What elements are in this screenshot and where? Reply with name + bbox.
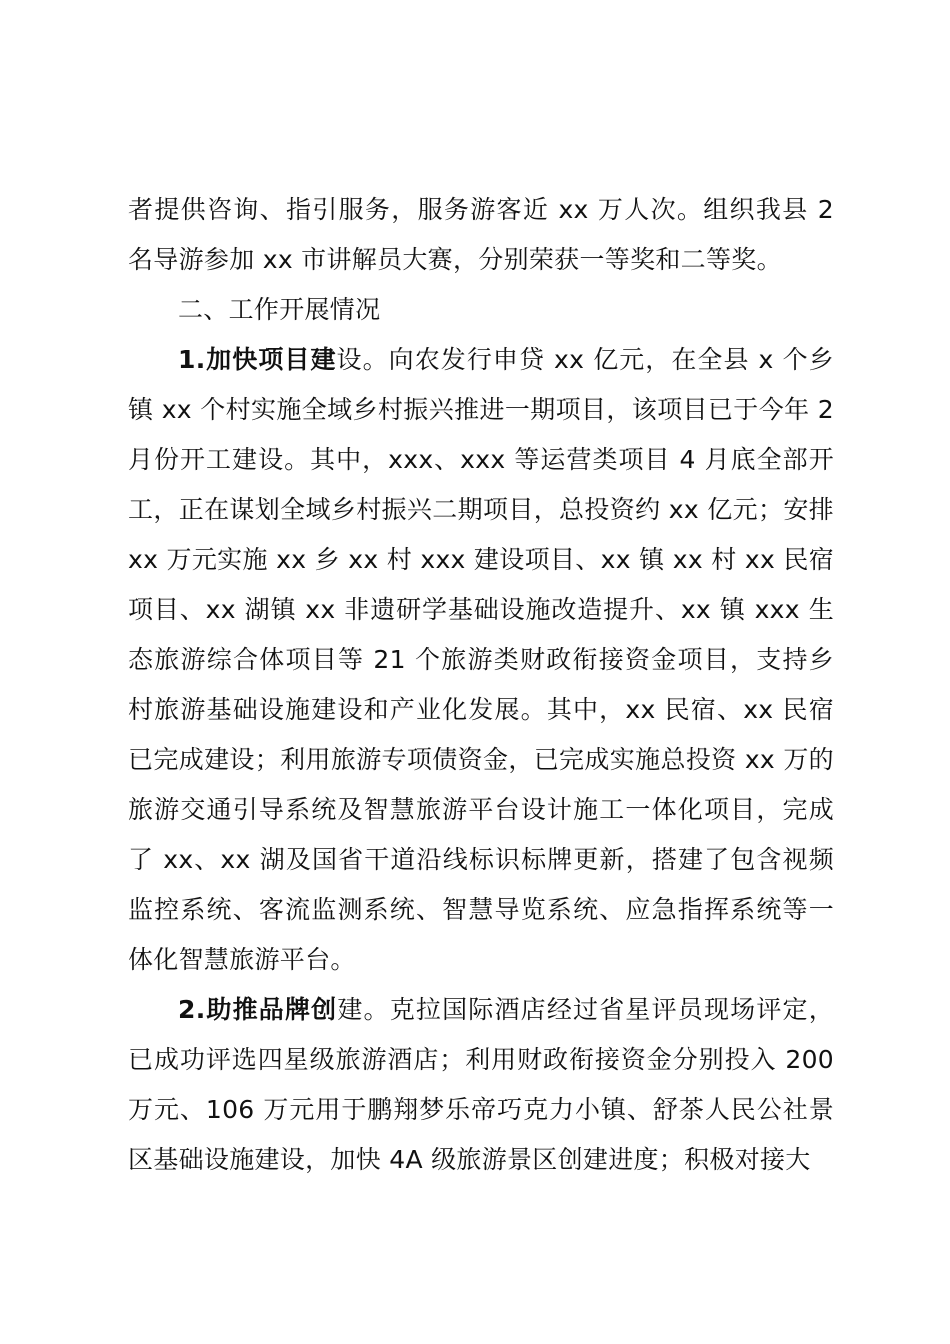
item1-title: 1.加快项目建: [178, 345, 337, 374]
item1-title-tail: 设。: [336, 345, 389, 374]
item1-body: 向农发行申贷 xx 亿元，在全县 x 个乡镇 xx 个村实施全域乡村振兴推进一期项目，该项目已于今年 2 月份开工建设。其中，xxx、xxx 等运营类项目 4 月底全部开工，正在谋划全域乡村振兴二期项目，总投资约 xx 亿元；安排 xx 万元实施 xx 乡 xx 村 xxx 建设项目、xx 镇 xx 村 xx 民宿项目、xx 湖镇 xx 非遗研学基础设施改造提升、xx 镇 xxx 生态旅游综合体项目等 21 个旅游类财政衔接资金项目，支持乡村旅游基础设施建设和产业化发展。其中，xx 民宿、xx 民宿已完成建设；利用旅游专项债资金，已完成实施总投资 xx 万的旅游交通引导系统及智慧旅游平台设计施工一体化项目，完成了 xx、xx 湖及国省干道沿线标识标牌更新，搭建了包含视频监控系统、客流监测系统、智慧导览系统、应急指挥系统等一体化智慧旅游平台。: [128, 345, 834, 974]
intro-paragraph: 者提供咨询、指引服务，服务游客近 xx 万人次。组织我县 2 名导游参加 xx 市讲解员大赛，分别荣获一等奖和二等奖。: [128, 195, 834, 274]
item2-body: 克拉国际酒店经过省星评员现场评定，已成功评选四星级旅游酒店；利用财政衔接资金分别投入 200 万元、106 万元用于鹏翔梦乐帝巧克力小镇、舒茶人民公社景区基础设施建设，加快 4A 级旅游景区创建进度；积极对接大: [128, 995, 834, 1174]
item2-paragraph: [128, 985, 834, 1185]
item1-paragraph: [128, 335, 834, 985]
item2-title: 2.助推品牌创: [178, 995, 338, 1024]
document-body: [128, 185, 834, 1185]
section-heading: 二、工作开展情况: [178, 295, 381, 324]
item2-title-tail: 建。: [337, 995, 390, 1024]
